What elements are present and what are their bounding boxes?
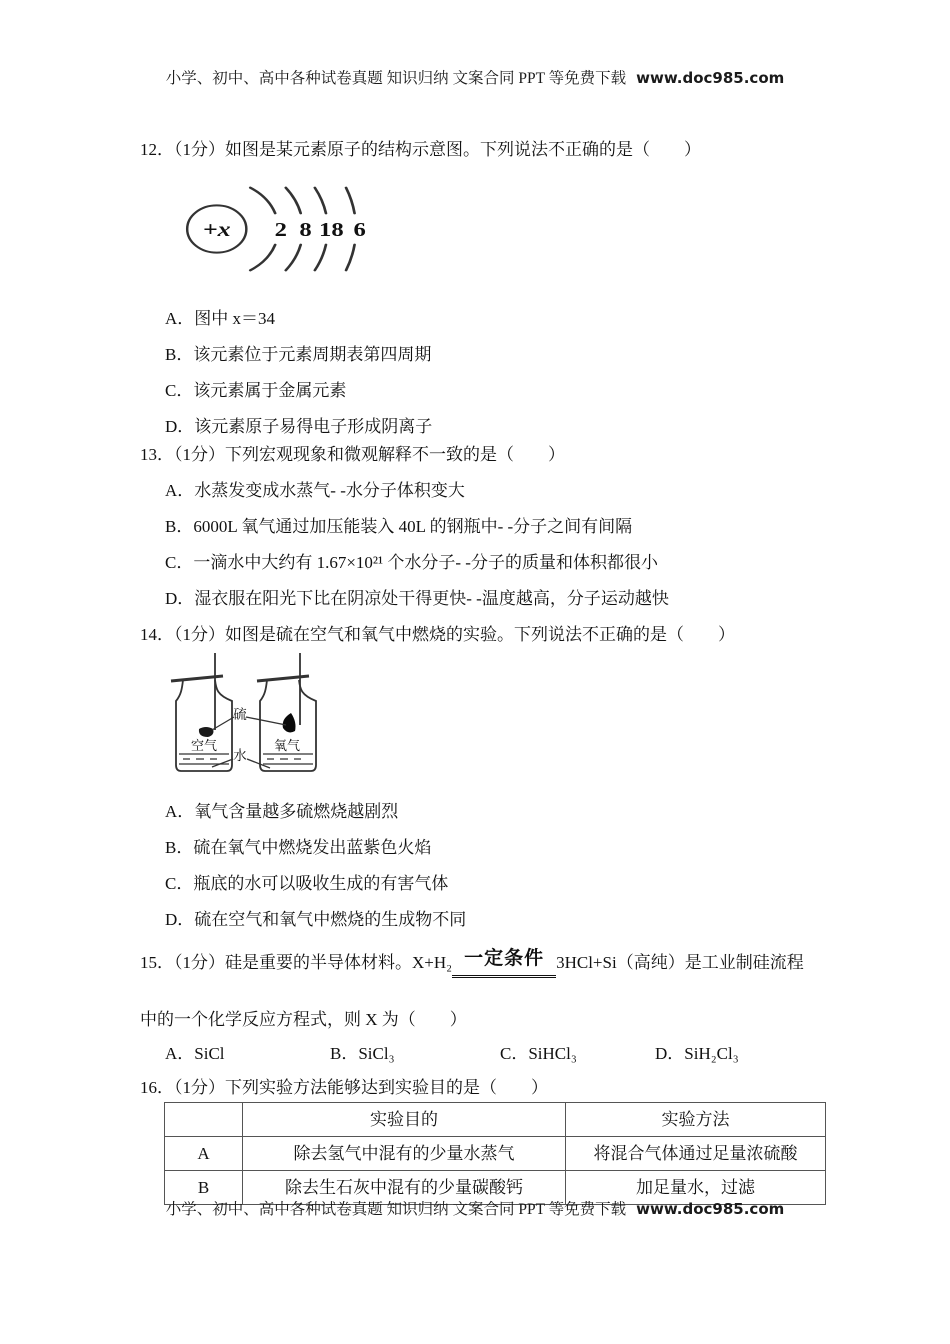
question-15	[140, 950, 840, 1066]
question-12-option-b: B．该元素位于元素周期表第四周期	[165, 345, 432, 364]
equation-right-part: 3HCl+Si（高纯）是工业制硅流程	[556, 953, 804, 972]
question-16	[140, 1076, 840, 1205]
right-glass-plate	[257, 676, 309, 681]
header-site-url: www.doc985.com	[636, 69, 785, 87]
question-14-option-a: A．氧气含量越多硫燃烧越剧烈	[165, 802, 399, 821]
row-a-method: 将混合气体通过足量浓硫酸	[566, 1137, 826, 1171]
sulfur-label: 硫	[233, 707, 247, 722]
right-burning-sulfur-flame	[283, 713, 296, 732]
left-gas-jar	[171, 653, 232, 771]
question-12-option-a: A．图中 x＝34	[165, 309, 276, 328]
question-15-options-row	[140, 1042, 840, 1066]
reaction-condition: 一定条件	[452, 946, 556, 978]
atomic-structure-diagram	[165, 170, 840, 295]
question-14-stem: 14．（1分）如图是硫在空气和氧气中燃烧的实验。下列说法不正确的是（ ）	[140, 625, 735, 644]
question-13-option-b: B．6000L 氧气通过加压能装入 40L 的钢瓶中- -分子之间有间隔	[165, 517, 633, 536]
equation-left-part: 15．（1分）硅是重要的半导体材料。X+H₂	[140, 953, 453, 972]
question-13-option-a: A．水蒸发变成水蒸气- -水分子体积变大	[165, 481, 465, 500]
question-14	[140, 623, 840, 932]
question-15-option-b: B．SiCl₃	[330, 1044, 395, 1063]
shell-3-count: 18	[319, 218, 344, 241]
table-row	[165, 1137, 826, 1171]
right-bottle-label: 氧气	[273, 738, 301, 753]
question-14-option-c: C．瓶底的水可以吸收生成的有害气体	[165, 874, 449, 893]
question-15-option-c: C．SiHCl₃	[500, 1044, 577, 1063]
table-header-purpose: 实验目的	[243, 1103, 566, 1137]
row-a-label: A	[165, 1137, 243, 1171]
question-15-stem	[140, 950, 840, 982]
question-16-stem: 16．（1分）下列实验方法能够达到实验目的是（ ）	[140, 1078, 548, 1097]
page-header	[0, 66, 950, 88]
left-burning-sulfur-spoon	[199, 727, 214, 737]
left-bottle-label: 空气	[190, 738, 218, 753]
right-gas-jar	[257, 653, 316, 771]
atom-diagram-svg	[165, 170, 393, 288]
question-14-option-d: D．硫在空气和氧气中燃烧的生成物不同	[165, 910, 467, 929]
header-text: 小学、初中、高中各种试卷真题 知识归纳 文案合同 PPT 等免费下载	[165, 70, 627, 87]
shell-electron-counts	[275, 218, 366, 240]
question-12-option-d: D．该元素原子易得电子形成阴离子	[165, 417, 433, 436]
row-b-label: B	[165, 1171, 243, 1205]
left-jar-outline	[176, 680, 232, 771]
shell-1-count: 2	[274, 218, 288, 241]
question-15-option-d: D．SiH₂Cl₃	[655, 1044, 739, 1063]
sulfur-combustion-diagram	[170, 653, 840, 788]
question-13-option-c: C．一滴水中大约有 1.67×10²¹ 个水分子- -分子的质量和体积都很小	[165, 553, 658, 572]
footer-text: 小学、初中、高中各种试卷真题 知识归纳 文案合同 PPT 等免费下载	[165, 1201, 627, 1218]
water-label: 水	[233, 748, 247, 763]
shell-2-count: 8	[299, 218, 312, 241]
question-12-stem: 12．（1分）如图是某元素原子的结构示意图。下列说法不正确的是（ ）	[140, 140, 701, 159]
question-15-stem-line2: 中的一个化学反应方程式，则 X 为（ ）	[140, 1010, 467, 1029]
question-13-option-d: D．湿衣服在阳光下比在阴凉处干得更快- -温度越高，分子运动越快	[165, 589, 669, 608]
experiment-methods-table	[164, 1102, 826, 1205]
footer-site-url: www.doc985.com	[636, 1200, 785, 1218]
table-header-method: 实验方法	[566, 1103, 826, 1137]
row-a-purpose: 除去氢气中混有的少量水蒸气	[243, 1137, 566, 1171]
page-footer	[0, 1197, 950, 1219]
shell-4-count: 6	[353, 218, 366, 241]
exam-content	[140, 138, 840, 1205]
question-13	[140, 443, 840, 611]
row-b-method: 加足量水，过滤	[566, 1171, 826, 1205]
table-header-blank	[165, 1103, 243, 1137]
question-12-option-c: C．该元素属于金属元素	[165, 381, 347, 400]
question-15-option-a: A．SiCl	[165, 1044, 225, 1063]
question-13-stem: 13．（1分）下列宏观现象和微观解释不一致的是（ ）	[140, 445, 565, 464]
bottles-diagram-svg	[170, 653, 320, 781]
nucleus-charge-label: +x	[202, 218, 231, 242]
row-b-purpose: 除去生石灰中混有的少量碳酸钙	[243, 1171, 566, 1205]
table-header-row	[165, 1103, 826, 1137]
question-14-option-b: B．硫在氧气中燃烧发出蓝紫色火焰	[165, 838, 432, 857]
question-12	[140, 138, 840, 439]
